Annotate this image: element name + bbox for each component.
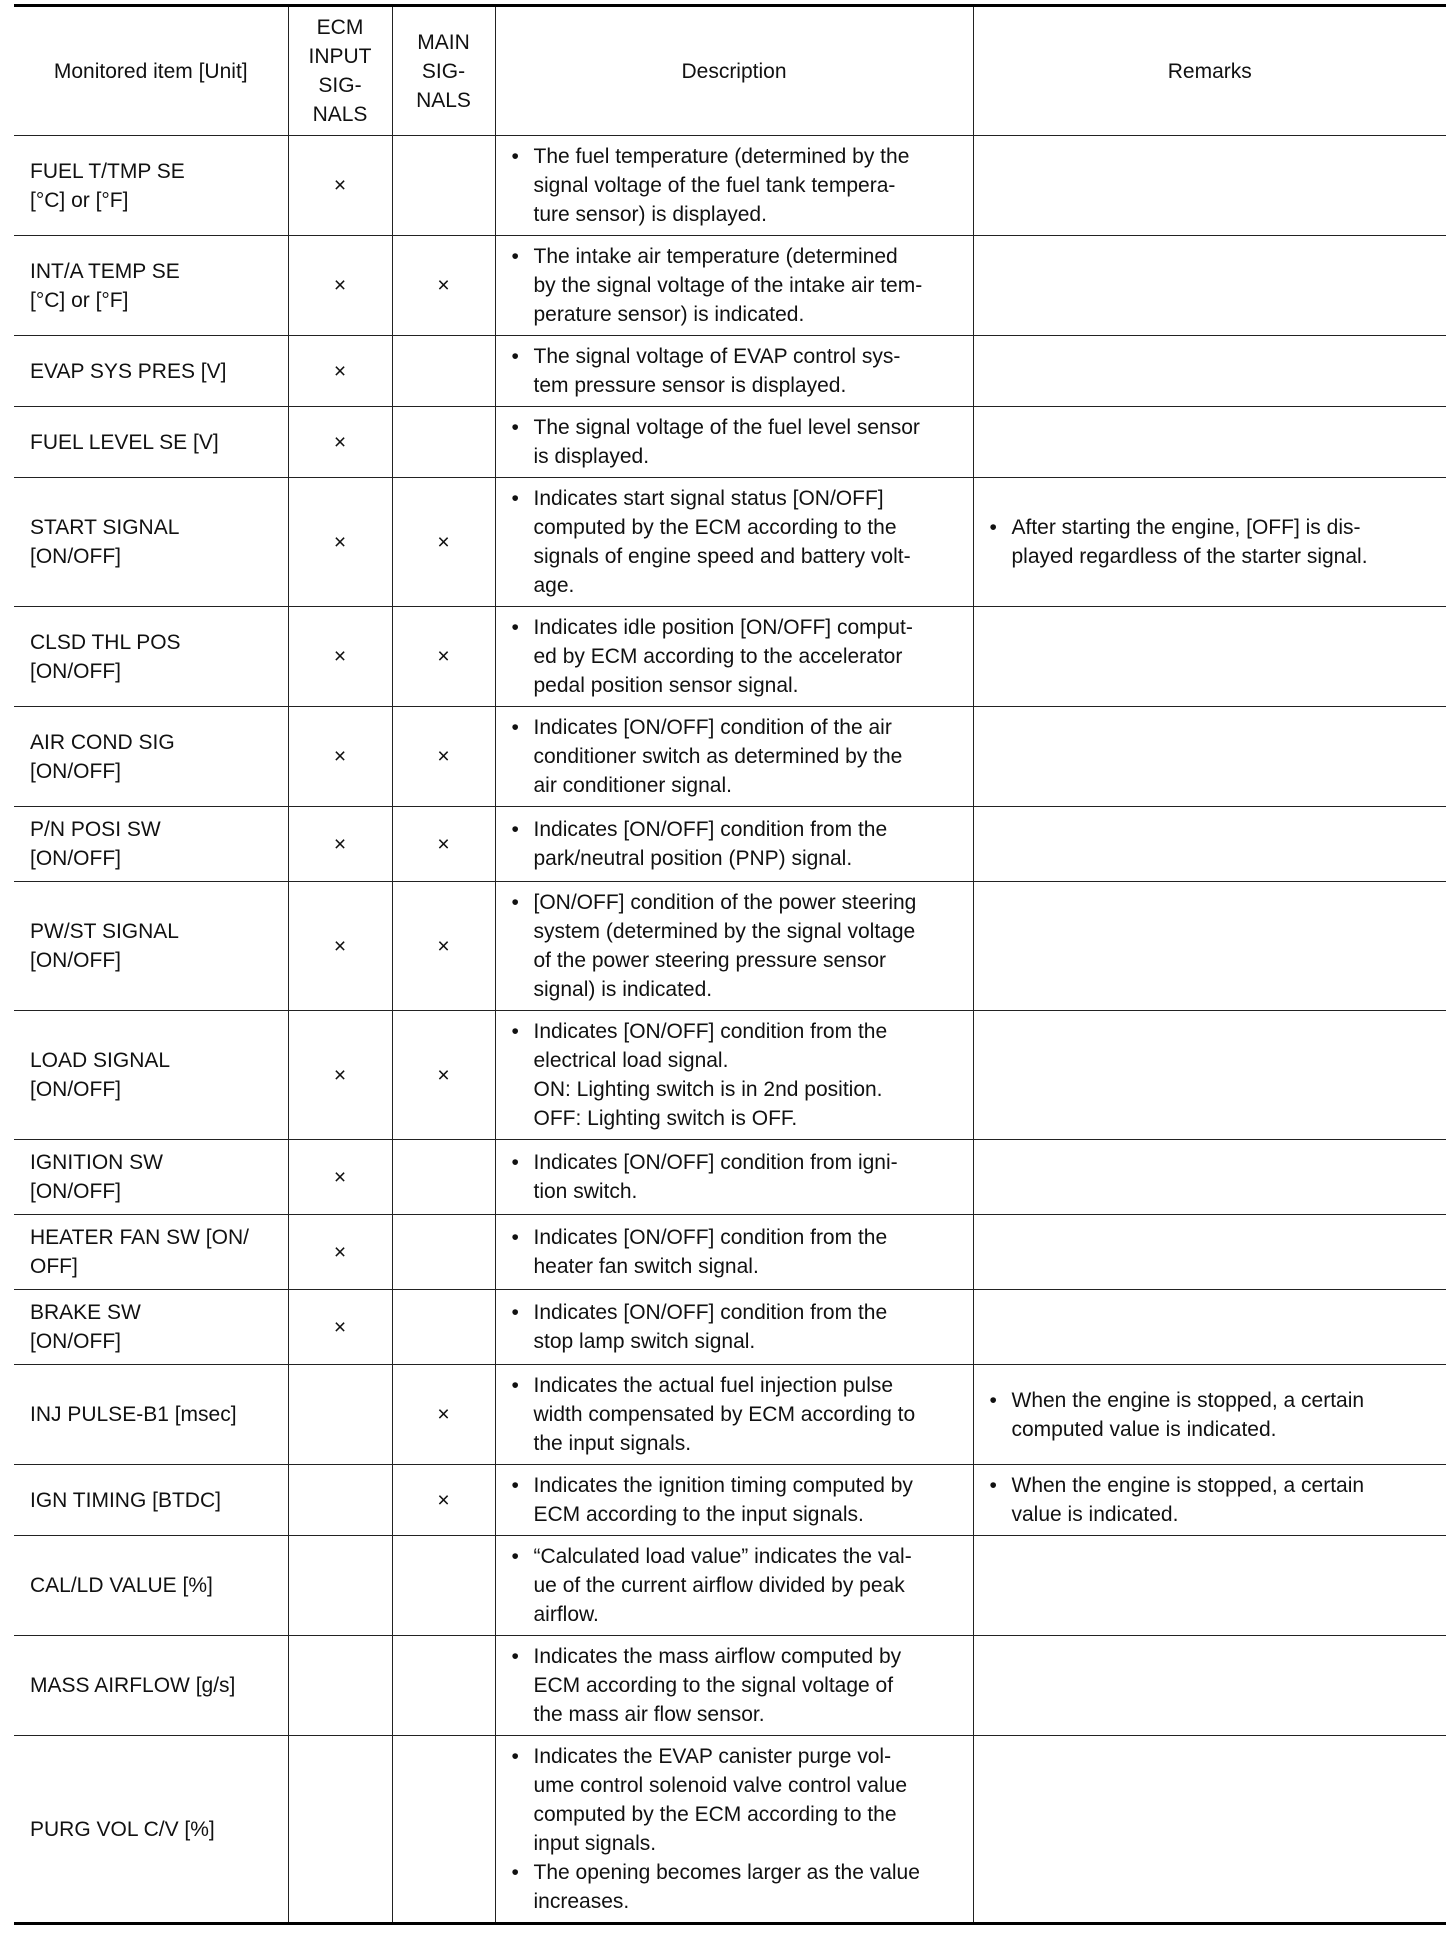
description-bullet-list [508,342,963,400]
ecm-input-mark: × [333,274,347,297]
header-description-label: Description [681,59,787,83]
monitored-item-text: MASS AIRFLOW [g/s] [30,1674,236,1697]
header-description [495,6,973,136]
main-signal-mark: × [437,832,450,856]
description-bullet-list [508,484,963,600]
description-bullet [508,1017,963,1133]
ecm-input-mark: × [333,530,347,554]
table-row [14,1215,1446,1290]
description-bullet-list [508,142,963,229]
description-text-line: • Indicates the mass airflow computed by [533,1645,902,1668]
monitored-item-text: LOAD SIGNAL [30,1049,171,1072]
monitored-item-text: [°C] or [°F] [30,188,129,212]
main-signal-cell [392,607,495,707]
description-bullet [508,413,963,471]
monitored-item-text: FUEL LEVEL SE [V] [30,430,219,454]
monitored-item-cell [14,707,288,807]
main-signal-mark: × [437,274,450,297]
description-cell [495,1465,973,1536]
table-row [14,1536,1446,1636]
header-ecm-line: ECM [316,16,364,39]
monitored-item-text: [°C] or [°F] [30,288,129,312]
description-bullet-list [508,1371,963,1458]
ecm-input-mark: × [333,832,347,856]
table-row [14,336,1446,407]
description-bullet-list [508,1471,963,1529]
description-bullet-list [508,1742,963,1916]
main-signal-cell [392,1215,495,1290]
description-bullet [508,1542,963,1629]
monitored-item-text: P/N POSI SW [30,818,161,841]
description-bullet [508,613,963,700]
monitored-item-text: CAL/LD VALUE [%] [30,1574,213,1597]
remarks-text-line: • After starting the engine, [OFF] is dis- [1011,516,1361,539]
table-row [14,607,1446,707]
description-text-line: • Indicates [ON/OFF] condition from the [533,1020,888,1043]
description-text-line: ON: Lighting switch is in 2nd position. [533,1078,883,1101]
monitored-item-text: EVAP SYS PRES [V] [30,359,227,383]
description-cell [495,1365,973,1465]
description-bullet [508,815,963,873]
ecm-input-signal-cell [288,136,392,236]
monitored-item-cell [14,136,288,236]
description-text-line: • Indicates [ON/OFF] condition from igni- [533,1151,898,1174]
description-text-line: • Indicates [ON/OFF] condition of the air [533,716,892,739]
main-signal-cell [392,1636,495,1736]
header-ecm-line: NALS [312,103,368,126]
remarks-cell [973,707,1446,807]
ecm-input-signal-cell [288,1365,392,1465]
description-text-line: stop lamp switch signal. [533,1330,756,1353]
description-text-line: ed by ECM according to the accelerator [533,645,903,668]
remarks-cell [973,136,1446,236]
monitored-item-text: OFF] [30,1255,78,1278]
description-bullet-list [508,413,963,471]
monitored-item-cell [14,1365,288,1465]
ecm-input-signal-cell [288,1465,392,1536]
monitored-item-cell [14,1465,288,1536]
description-bullet-list [508,888,963,1004]
monitored-item-text: [ON/OFF] [30,1180,121,1203]
header-ecm-line: INPUT [308,45,372,68]
monitored-item-text: INT/A TEMP SE [30,259,180,283]
description-bullet [508,1642,963,1729]
ecm-input-mark: × [333,934,347,958]
ecm-input-signal-cell [288,407,392,478]
ecm-input-mark: × [333,645,347,668]
table-row [14,882,1446,1011]
monitored-item-text: FUEL T/TMP SE [30,159,185,183]
ecm-input-mark: × [333,359,347,383]
monitored-item-text: [ON/OFF] [30,545,121,568]
remarks-text-line: • When the engine is stopped, a certain [1011,1388,1365,1412]
main-signal-cell [392,1140,495,1215]
monitored-item-text: HEATER FAN SW [ON/ [30,1226,249,1249]
description-text-line: system (determined by the signal voltage [533,920,916,943]
main-signal-cell [392,1736,495,1924]
monitored-item-text: [ON/OFF] [30,759,121,783]
monitored-item-cell [14,336,288,407]
main-signal-mark: × [437,1063,450,1087]
header-remarks-label: Remarks [1167,59,1252,83]
description-text-line: • Indicates idle position [ON/OFF] comput- [533,616,913,639]
description-bullet-list [508,1017,963,1133]
ecm-input-signal-cell [288,1215,392,1290]
main-signal-mark: × [437,1488,450,1512]
description-text-line: • The signal voltage of EVAP control sys- [533,345,901,368]
ecm-input-mark: × [333,745,347,768]
description-cell [495,1536,973,1636]
description-text-line: • “Calculated load value” indicates the val- [533,1545,912,1568]
remarks-cell [973,1736,1446,1924]
main-signal-cell [392,336,495,407]
table-row [14,807,1446,882]
description-text-line: ECM according to the signal voltage of [533,1674,894,1697]
description-text-line: • The opening becomes larger as the value [533,1861,920,1884]
description-bullet-list [508,1642,963,1729]
ecm-input-signal-cell [288,478,392,607]
description-bullet [508,713,963,800]
main-signal-cell [392,1536,495,1636]
monitored-item-text: PURG VOL C/V [%] [30,1817,215,1841]
description-text-line: input signals. [533,1832,657,1855]
description-text-line: • The signal voltage of the fuel level sensor [533,416,920,439]
header-main-line: SIG- [421,59,466,83]
table-row [14,236,1446,336]
description-text-line: computed by the ECM according to the [533,1803,897,1826]
monitored-item-text: AIR COND SIG [30,730,175,754]
description-bullet [508,1471,963,1529]
main-signal-mark: × [437,530,450,554]
description-cell [495,707,973,807]
remarks-bullet [986,1471,1437,1529]
description-text-line: • [ON/OFF] condition of the power steering [533,891,917,914]
main-signal-mark: × [437,934,450,958]
monitored-item-text: [ON/OFF] [30,847,121,870]
monitored-item-cell [14,1536,288,1636]
remarks-cell [973,807,1446,882]
remarks-bullet-list [986,1471,1437,1529]
main-signal-mark: × [437,745,450,768]
description-text-line: age. [533,574,575,597]
description-text-line: electrical load signal. [533,1049,729,1072]
description-bullet [508,242,963,329]
description-text-line: heater fan switch signal. [533,1255,759,1278]
description-bullet-list [508,1298,963,1356]
ecm-input-signal-cell [288,1011,392,1140]
monitored-item-cell [14,607,288,707]
header-main-line: MAIN [417,30,470,54]
description-bullet-list [508,1148,963,1206]
description-cell [495,1636,973,1736]
remarks-text-line: computed value is indicated. [1011,1417,1277,1441]
description-bullet-list [508,242,963,329]
monitored-item-text: [ON/OFF] [30,1078,121,1101]
description-cell [495,1215,973,1290]
header-main-signals [392,6,495,136]
description-text-line: • Indicates start signal status [ON/OFF] [533,487,884,510]
description-text-line: • Indicates [ON/OFF] condition from the [533,1226,888,1249]
header-monitored-item-label: Monitored item [Unit] [53,59,248,83]
monitored-item-text: PW/ST SIGNAL [30,920,179,943]
main-signal-mark: × [437,645,450,668]
description-text-line: signals of engine speed and battery volt- [533,545,911,568]
description-text-line: conditioner switch as determined by the [533,745,903,768]
monitored-item-text: IGN TIMING [BTDC] [30,1488,221,1512]
description-cell [495,136,973,236]
ecm-input-mark: × [333,1315,347,1339]
description-text-line: increases. [533,1890,630,1913]
description-text-line: of the power steering pressure sensor [533,949,887,972]
description-cell [495,236,973,336]
monitored-item-cell [14,407,288,478]
table-row [14,1465,1446,1536]
description-text-line: width compensated by ECM according to [533,1403,916,1426]
ecm-input-signal-cell [288,336,392,407]
description-bullet [508,1298,963,1356]
description-cell [495,607,973,707]
description-bullet [508,142,963,229]
monitored-item-text: CLSD THL POS [30,630,181,654]
monitored-item-cell [14,807,288,882]
description-text-line: by the signal voltage of the intake air tem- [533,274,923,297]
description-bullet [508,342,963,400]
ecm-input-signal-cell [288,807,392,882]
description-cell [495,1290,973,1365]
description-bullet-list [508,713,963,800]
description-text-line: signal voltage of the fuel tank tempera- [533,174,896,197]
description-cell [495,407,973,478]
description-text-line: OFF: Lighting switch is OFF. [533,1107,798,1130]
ecm-input-mark: × [333,430,347,454]
remarks-bullet-list [986,513,1437,571]
table-row [14,478,1446,607]
description-bullet-list [508,613,963,700]
description-cell [495,336,973,407]
main-signal-cell [392,707,495,807]
description-text-line: ue of the current airflow divided by peak [533,1574,905,1597]
main-signal-cell [392,136,495,236]
table-row [14,707,1446,807]
description-text-line: the mass air flow sensor. [533,1703,765,1726]
ecm-input-mark: × [333,1063,347,1087]
header-ecm-input-signals [288,6,392,136]
remarks-cell [973,1636,1446,1736]
header-monitored-item [14,6,288,136]
remarks-text-line: played regardless of the starter signal. [1011,545,1368,568]
main-signal-cell [392,1290,495,1365]
description-cell [495,1140,973,1215]
ecm-input-signal-cell [288,1636,392,1736]
ecm-input-signal-cell [288,1290,392,1365]
ecm-input-signal-cell [288,882,392,1011]
remarks-cell [973,882,1446,1011]
description-text-line: • Indicates the ignition timing computed by [533,1474,913,1497]
main-signal-cell [392,807,495,882]
description-bullet-list [508,1542,963,1629]
remarks-cell [973,607,1446,707]
monitored-item-cell [14,1011,288,1140]
description-text-line: computed by the ECM according to the [533,516,897,539]
monitored-item-text: [ON/OFF] [30,659,121,683]
monitored-item-text: [ON/OFF] [30,949,121,972]
monitored-item-cell [14,1736,288,1924]
remarks-text-line: value is indicated. [1011,1503,1179,1526]
header-remarks [973,6,1446,136]
header-main-line: NALS [416,88,471,112]
remarks-cell [973,1290,1446,1365]
remarks-cell [973,1011,1446,1140]
description-cell [495,478,973,607]
description-text-line: tion switch. [533,1180,638,1203]
remarks-cell [973,407,1446,478]
table-header-row [14,6,1446,136]
header-ecm-line: SIG- [318,74,362,97]
ecm-input-signal-cell [288,1736,392,1924]
document-page [14,4,1446,1925]
description-bullet-list [508,1223,963,1281]
monitored-item-cell [14,236,288,336]
monitored-item-text: INJ PULSE-B1 [msec] [30,1403,237,1426]
description-bullet-list [508,815,963,873]
ecm-input-signal-cell [288,236,392,336]
description-text-line: tem pressure sensor is displayed. [533,374,847,397]
ecm-input-mark: × [333,1240,347,1264]
remarks-cell [973,1365,1446,1465]
description-text-line: ture sensor) is displayed. [533,203,767,226]
main-signal-cell [392,478,495,607]
table-row [14,1636,1446,1736]
remarks-cell [973,236,1446,336]
description-cell [495,807,973,882]
monitored-item-text: START SIGNAL [30,516,180,539]
monitored-item-cell [14,1636,288,1736]
table-body [14,136,1446,1924]
description-bullet [508,888,963,1004]
description-text-line: • The fuel temperature (determined by the [533,145,910,168]
description-text-line: is displayed. [533,445,650,468]
description-text-line: the input signals. [533,1432,692,1455]
monitored-item-cell [14,882,288,1011]
monitored-item-cell [14,1290,288,1365]
description-text-line: • Indicates [ON/OFF] condition from the [533,818,888,841]
ecm-input-mark: × [333,174,347,197]
description-bullet [508,1371,963,1458]
description-text-line: • Indicates [ON/OFF] condition from the [533,1301,888,1324]
description-text-line: air conditioner signal. [533,774,732,797]
remarks-bullet [986,1386,1437,1444]
remarks-text-line: • When the engine is stopped, a certain [1011,1474,1365,1497]
monitored-item-cell [14,1215,288,1290]
table-row [14,1140,1446,1215]
description-text-line: signal) is indicated. [533,978,713,1001]
description-bullet [508,1742,963,1858]
description-text-line: airflow. [533,1603,599,1626]
description-text-line: • The intake air temperature (determined [533,245,898,268]
description-bullet [508,484,963,600]
table-row [14,1736,1446,1924]
table-row [14,1365,1446,1465]
description-text-line: perature sensor) is indicated. [533,303,805,326]
ecm-input-signal-cell [288,1140,392,1215]
table-row [14,1011,1446,1140]
monitored-item-cell [14,478,288,607]
ecm-input-signal-cell [288,707,392,807]
remarks-bullet [986,513,1437,571]
table-row [14,136,1446,236]
main-signal-cell [392,1011,495,1140]
main-signal-cell [392,407,495,478]
monitored-item-text: BRAKE SW [30,1301,141,1324]
monitored-item-text: IGNITION SW [30,1151,163,1174]
main-signal-cell [392,882,495,1011]
description-text-line: ume control solenoid valve control value [533,1774,908,1797]
main-signal-cell [392,236,495,336]
monitored-item-text: [ON/OFF] [30,1330,121,1353]
description-text-line: ECM according to the input signals. [533,1503,864,1526]
remarks-cell [973,1465,1446,1536]
description-text-line: park/neutral position (PNP) signal. [533,847,853,870]
main-signal-cell [392,1365,495,1465]
table-row [14,407,1446,478]
description-text-line: • Indicates the actual fuel injection pulse [533,1374,894,1397]
table-row [14,1290,1446,1365]
description-text-line: • Indicates the EVAP canister purge vol- [533,1745,892,1768]
remarks-bullet-list [986,1386,1437,1444]
remarks-cell [973,1536,1446,1636]
description-bullet [508,1858,963,1916]
monitored-item-cell [14,1140,288,1215]
description-cell [495,882,973,1011]
description-cell [495,1736,973,1924]
main-signal-mark: × [437,1403,450,1426]
remarks-cell [973,1215,1446,1290]
main-signal-cell [392,1465,495,1536]
ecm-input-signal-cell [288,1536,392,1636]
description-cell [495,1011,973,1140]
description-bullet [508,1223,963,1281]
description-bullet [508,1148,963,1206]
ecm-input-signal-cell [288,607,392,707]
ecm-input-mark: × [333,1165,347,1189]
remarks-cell [973,1140,1446,1215]
remarks-cell [973,478,1446,607]
monitored-items-table [14,4,1446,1925]
remarks-cell [973,336,1446,407]
description-text-line: pedal position sensor signal. [533,674,799,697]
